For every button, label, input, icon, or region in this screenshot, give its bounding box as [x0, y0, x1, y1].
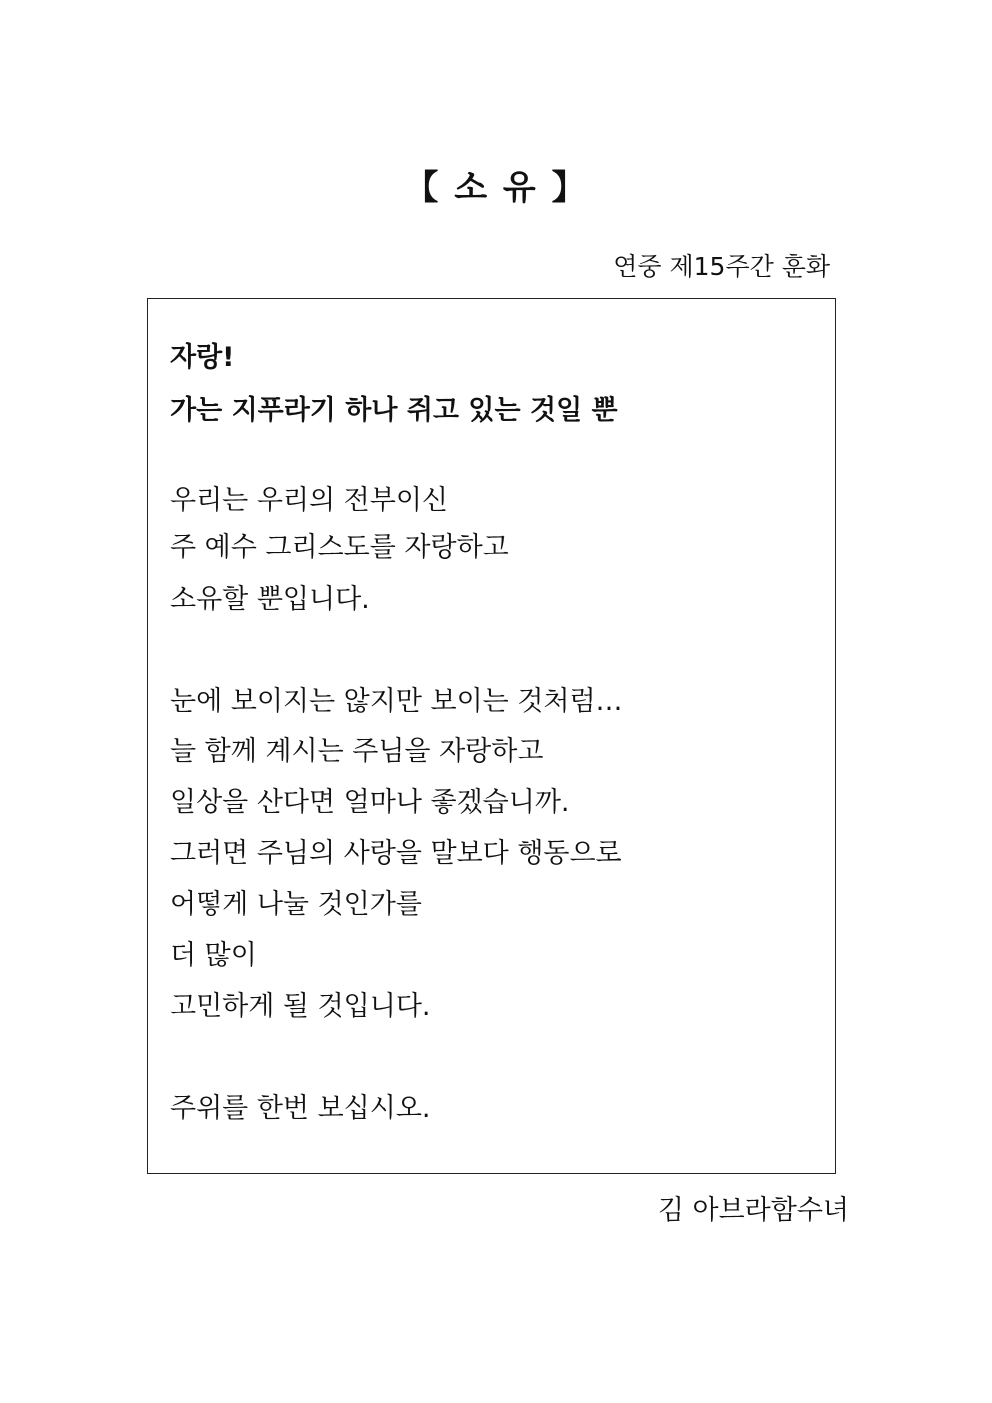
heading-line-2: 가는 지푸라기 하나 쥐고 있는 것일 뿐 [170, 395, 618, 426]
text-line: 일상을 산다면 얼마나 좋겠습니까. [170, 787, 570, 818]
content-box [147, 298, 836, 1174]
page-title: 【 소 유 】 [404, 168, 588, 208]
text-line: 눈에 보이지는 않지만 보이는 것처럼… [170, 686, 623, 717]
heading-line-1: 자랑! [170, 342, 235, 373]
text-line: 더 많이 [170, 940, 257, 971]
text-line: 고민하게 될 것입니다. [170, 991, 431, 1022]
text-line: 주 예수 그리스도를 자랑하고 [170, 532, 509, 563]
text-line: 늘 함께 계시는 주님을 자랑하고 [170, 736, 544, 767]
page-subtitle: 연중 제15주간 훈화 [613, 252, 830, 281]
text-line: 우리는 우리의 전부이신 [170, 485, 448, 516]
text-line: 그러면 주님의 사랑을 말보다 행동으로 [170, 838, 622, 869]
text-line: 소유할 뿐입니다. [170, 584, 370, 615]
closing-line: 주위를 한번 보십시오. [170, 1093, 431, 1124]
text-line: 어떻게 나눌 것인가를 [170, 889, 422, 920]
author-signature: 김 아브라함수녀 [657, 1195, 849, 1226]
